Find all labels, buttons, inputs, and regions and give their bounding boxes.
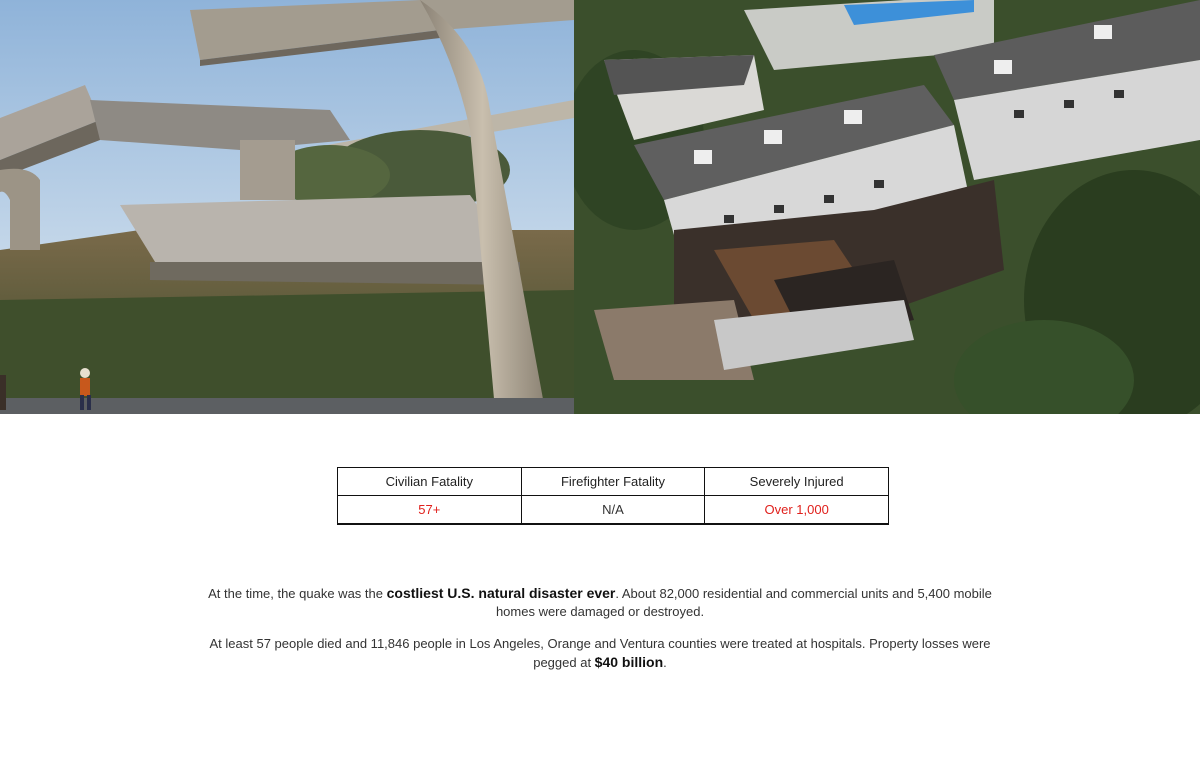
casualty-paragraph [200, 635, 1000, 672]
casualty-paragraph-text-after: . [663, 655, 667, 670]
table-header-row [338, 468, 889, 496]
table-value-row [338, 496, 889, 525]
value-civilian-fatality: 57+ [338, 496, 522, 525]
collapsed-apartment-photo [574, 0, 1200, 414]
casualty-table [337, 467, 889, 525]
cost-paragraph-highlight: costliest U.S. natural disaster ever [386, 585, 616, 601]
value-severely-injured: Over 1,000 [705, 496, 889, 525]
cost-paragraph-text-after: . About 82,000 residential and commercial units and 5,400 mobile homes were damaged or destroyed. [495, 586, 992, 619]
cost-paragraph-text-before: At the time, the quake was the [208, 586, 387, 601]
casualty-paragraph-highlight: $40 billion [594, 654, 664, 670]
casualty-paragraph-text-before: At least 57 people died and 11,846 people in Los Angeles, Orange and Ventura counties were treated at hospitals. Property losses were pegged at [209, 636, 991, 670]
header-firefighter-fatality: Firefighter Fatality [521, 468, 705, 496]
value-firefighter-fatality: N/A [521, 496, 705, 525]
collapsed-freeway-photo [0, 0, 574, 414]
cost-paragraph [200, 584, 1000, 621]
header-civilian-fatality: Civilian Fatality [338, 468, 522, 496]
header-severely-injured: Severely Injured [705, 468, 889, 496]
